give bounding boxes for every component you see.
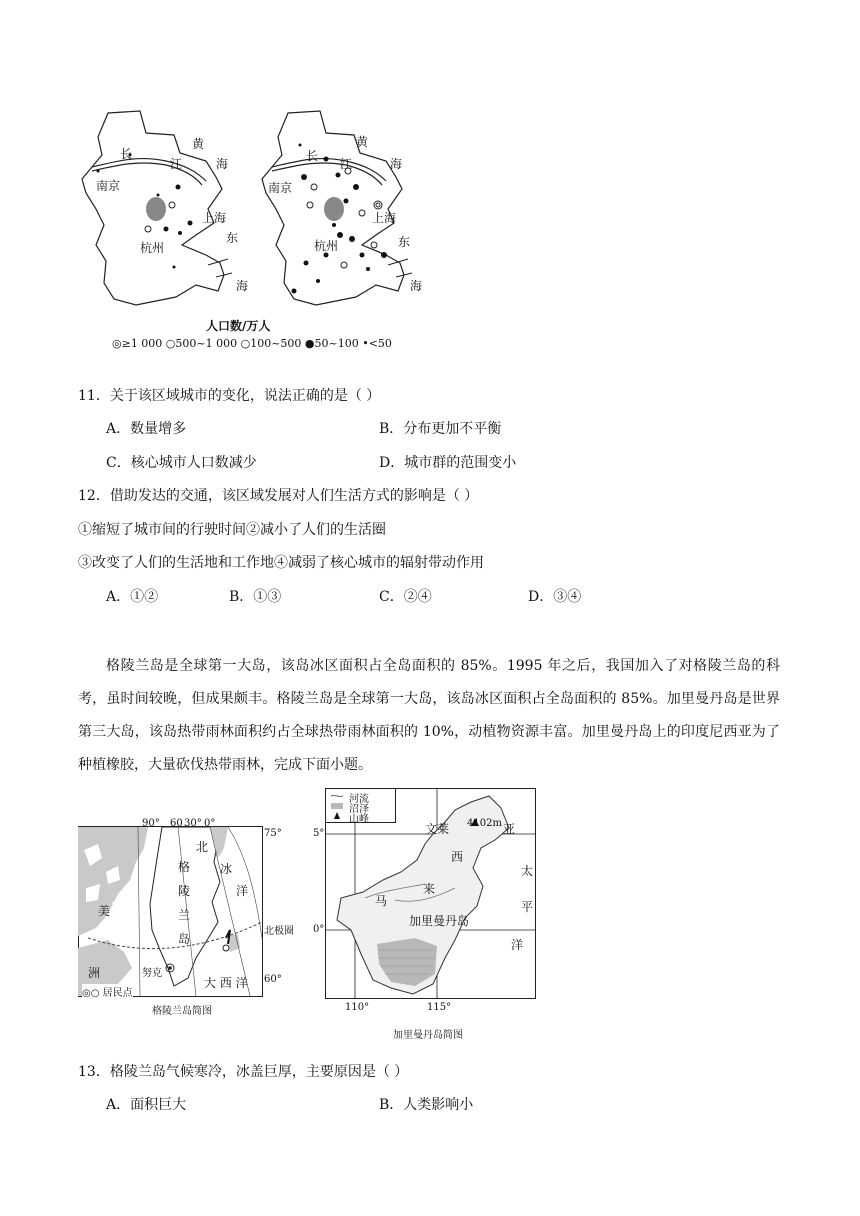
bo-xi: 西 — [451, 850, 464, 864]
bo-tai: 太 — [521, 864, 534, 878]
label-nanjing-right: 南京 — [268, 181, 293, 195]
label-hai2-left: 海 — [236, 279, 249, 293]
label-shanghai-left: 上海 — [202, 211, 227, 225]
gl-lon-90: 90° — [142, 818, 160, 829]
gl-nuke: 努克 — [142, 968, 162, 979]
bo-lat-5: 5° — [313, 828, 325, 839]
label-jiang-left: 江 — [170, 157, 183, 171]
gl-dao: 岛 — [178, 932, 191, 946]
q12-option-a[interactable]: A．①② — [106, 589, 159, 605]
label-hai2-right: 海 — [410, 279, 423, 293]
q11-option-c[interactable]: C．核心城市人口数减少 — [106, 455, 257, 471]
label-dong-left: 东 — [226, 231, 239, 245]
gl-lan: 兰 — [178, 908, 191, 922]
q12-statement-line1: ①缩短了城市间的行驶时间②减小了人们的生活圈 — [78, 522, 386, 538]
gl-beijiquan: 北极圈 — [264, 926, 294, 937]
label-nanjing-left: 南京 — [96, 179, 121, 193]
q11-option-d[interactable]: D．城市群的范围变小 — [379, 455, 517, 471]
q11-option-a[interactable]: A．数量增多 — [106, 421, 187, 437]
label-hai-right: 海 — [390, 157, 403, 171]
label-jiang-right: 江 — [340, 157, 353, 171]
bo-yang: 洋 — [511, 938, 524, 952]
label-shanghai-right: 上海 — [372, 211, 397, 225]
gl-bing: 冰 — [220, 862, 233, 876]
gl-lon-60: 60 — [170, 818, 183, 829]
legend-items: ◎≥1 000 ○500~1 000 ○100~500 ●50~100 •<50 — [112, 337, 392, 350]
q11-stem: 11．关于该区域城市的变化，说法正确的是（ ） — [78, 388, 381, 404]
label-dong-right: 东 — [398, 235, 411, 249]
gl-zhou: 洲 — [88, 966, 101, 980]
label-chang-left: 长 — [120, 147, 133, 161]
reading-passage — [78, 650, 780, 782]
q13-option-b[interactable]: B．人类影响小 — [379, 1097, 474, 1113]
gl-legend: ◎○ 居民点 — [82, 984, 133, 999]
bo-legend-swamp: 沼泽 — [349, 804, 369, 815]
bo-ma: 马 — [375, 894, 388, 908]
label-huang-left: 黄 — [192, 137, 205, 151]
map-after — [262, 111, 412, 305]
label-hangzhou-left: 杭州 — [140, 241, 165, 255]
gl-bei: 北 — [196, 840, 209, 854]
bo-island-name: 加里曼丹岛 — [409, 914, 470, 928]
passage-text: 格陵兰岛是全球第一大岛，该岛冰区面积占全岛面积的 85%。1995 年之后，我国加入了对格陵兰岛的科考，虽时间较晚，但成果颇丰。格陵兰岛是全球第一大岛，该岛冰区面积占全岛面积的 85%。加里曼丹岛是世界第三大岛，该岛热带雨林面积约占全球热带雨林面积的 10%，动植物资源丰富。加里曼丹岛上的印度尼西亚为了种植橡胶，大量砍伐热带雨林，完成下面小题。 — [78, 658, 780, 773]
gl-lat-60: 60° — [264, 974, 282, 985]
gl-lon-0: 0° — [204, 818, 216, 829]
borneo-map — [305, 788, 545, 1041]
q13-stem: 13．格陵兰岛气候寒冷，冰盖巨厚，主要原因是（ ） — [78, 1064, 409, 1080]
q12-option-b[interactable]: B．①③ — [229, 589, 282, 605]
gl-ge: 格 — [178, 860, 191, 874]
q13-option-a[interactable]: A．面积巨大 — [106, 1097, 187, 1113]
gl-daxiyang: 大 西 洋 — [204, 976, 248, 990]
bo-lon-115: 115° — [427, 1002, 452, 1013]
bo-ping: 平 — [521, 900, 534, 914]
label-chang-right: 长 — [306, 149, 319, 163]
gl-mei: 美 — [98, 904, 111, 918]
legend-title: 人口数/万人 — [206, 319, 271, 333]
label-hangzhou-right: 杭州 — [314, 239, 339, 253]
bo-legend-river: 河流 — [349, 794, 369, 805]
label-hai-left: 海 — [216, 157, 229, 171]
bo-lon-110: 110° — [345, 1002, 370, 1013]
q12-option-c[interactable]: C．②④ — [379, 589, 432, 605]
bo-caption: 加里曼丹岛简图 — [393, 1030, 463, 1041]
map-before — [82, 111, 232, 305]
population-map-figure — [78, 105, 438, 355]
bo-peak-height: 4102m — [467, 818, 502, 829]
bo-lat-0: 0° — [313, 924, 325, 935]
q11-option-b[interactable]: B．分布更加不平衡 — [379, 421, 502, 437]
bo-ya: 亚 — [503, 822, 516, 836]
bo-legend-peak: 山峰 — [349, 814, 369, 825]
bo-wenlai: 文莱 — [425, 822, 450, 836]
q12-statement-line2: ③改变了人们的生活地和工作地④减弱了核心城市的辐射带动作用 — [78, 555, 484, 571]
gl-caption: 格陵兰岛简图 — [152, 1006, 212, 1017]
gl-yang: 洋 — [236, 884, 249, 898]
gl-lat-75: 75° — [264, 828, 282, 839]
gl-lon-30: 30° — [184, 818, 202, 829]
label-huang-right: 黄 — [356, 135, 369, 149]
gl-ling: 陵 — [178, 884, 191, 898]
bo-lai: 来 — [423, 882, 436, 896]
greenland-map — [78, 818, 294, 1018]
q12-stem: 12．借助发达的交通，该区域发展对人们生活方式的影响是（ ） — [78, 488, 479, 504]
q12-option-d[interactable]: D．③④ — [528, 589, 582, 605]
